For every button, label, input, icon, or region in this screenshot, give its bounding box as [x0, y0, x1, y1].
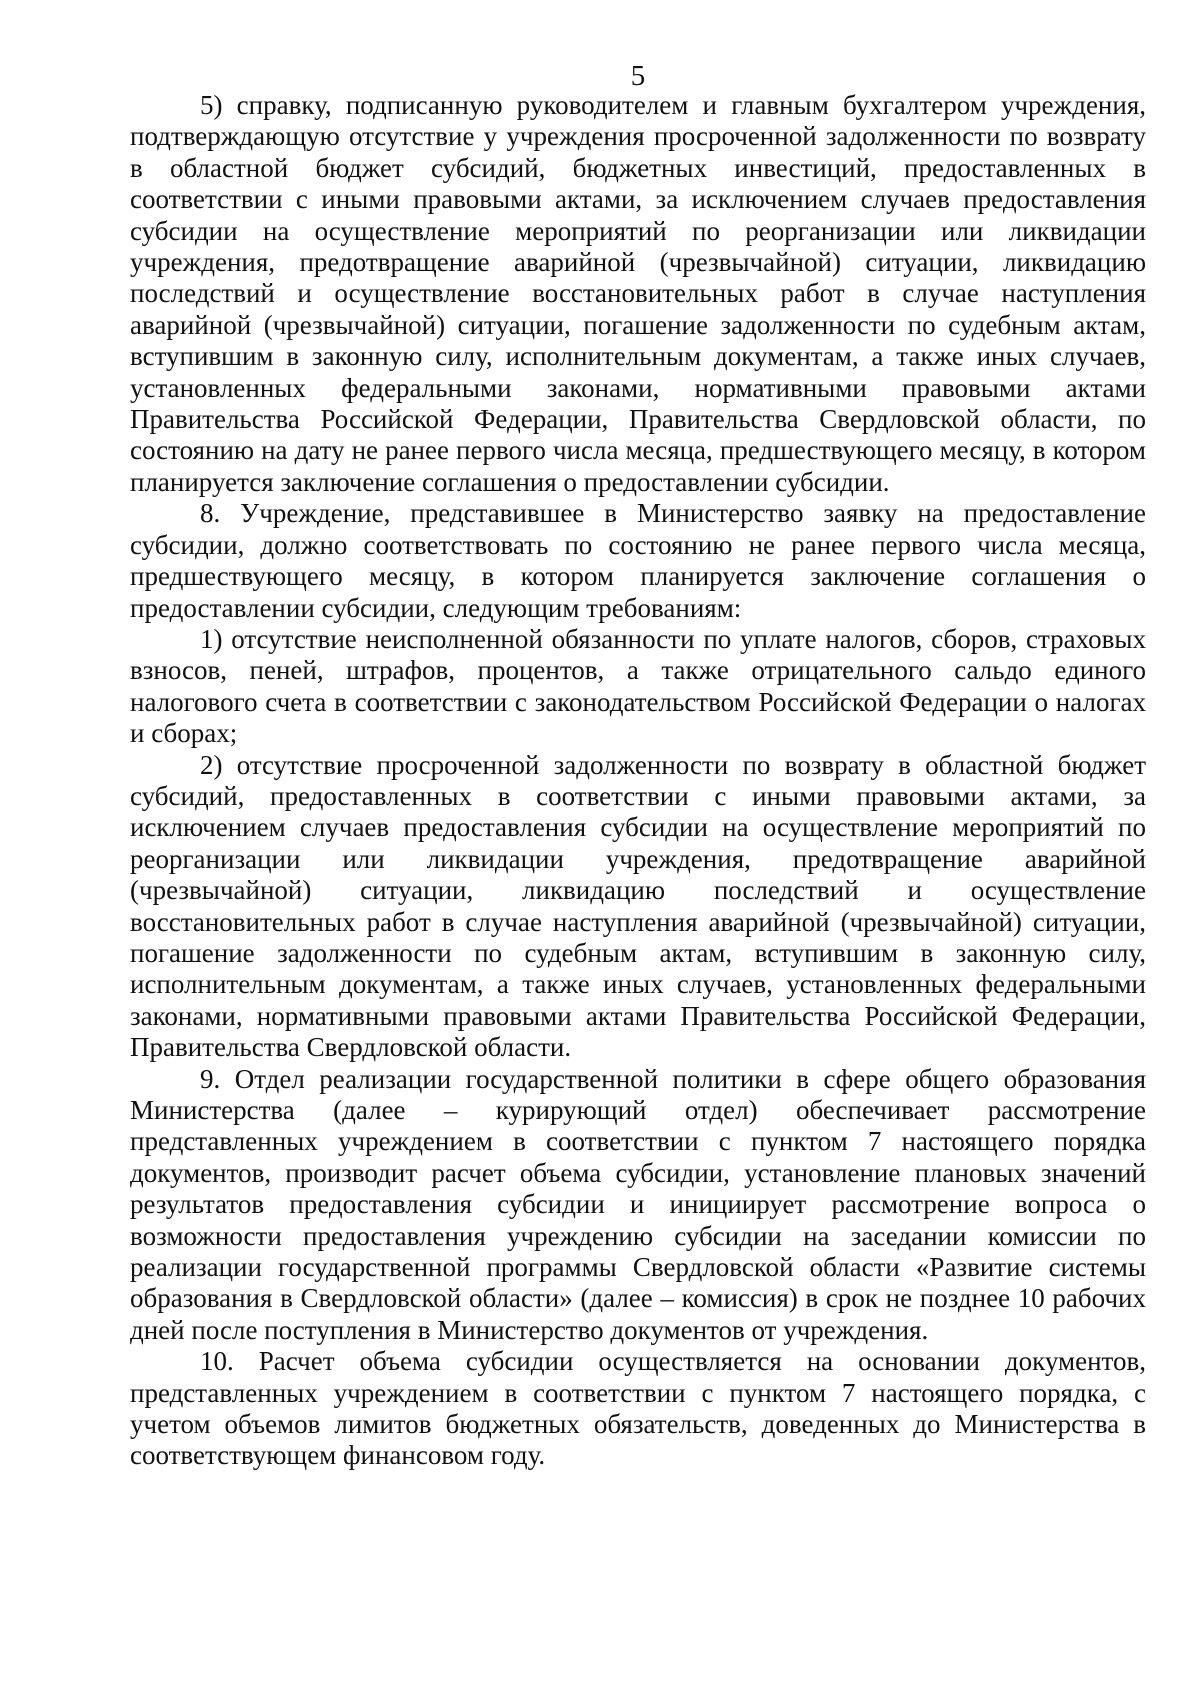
paragraph-clause-8: 8. Учреждение, представившее в Министерство заявку на предоставление субсидии, должно соответствовать по состоянию не ранее первого числа месяца, предшествующего месяцу, в котором планируется заключение соглашения о предоставлении субсидии, следующим требованиям: [130, 498, 1146, 623]
paragraph-item-5-certificate: 5) справку, подписанную руководителем и главным бухгалтером учреждения, подтверждающую отсутствие у учреждения просроченной задолженности по возврату в областной бюджет субсидий, бюджетных инвестиций, предоставленных в соответствии с иными правовыми актами, за исключением случаев предоставления субсидии на осуществление мероприятий по реорганизации или ликвидации учреждения, предотвращение аварийной (чрезвычайной) ситуации, ликвидацию последствий и осуществление восстановительных работ в случае наступления аварийной (чрезвычайной) ситуации, погашение задолженности по судебным актам, вступившим в законную силу, исполнительным документам, а также иных случаев, установленных федеральными законами, нормативными правовыми актами Правительства Российской Федерации, Правительства Свердловской области, по состоянию на дату не ранее первого числа месяца, предшествующего месяцу, в котором планируется заключение соглашения о предоставлении субсидии. [130, 90, 1146, 497]
page-number: 5 [630, 60, 646, 92]
document-page [130, 58, 1146, 1472]
paragraph-clause-9: 9. Отдел реализации государственной политики в сфере общего образования Министерства (далее – курирующий отдел) обеспечивает рассмотрение представленных учреждением в соответствии с пунктом 7 настоящего порядка документов, производит расчет объема субсидии, установление плановых значений результатов предоставления субсидии и инициирует рассмотрение вопроса о возможности предоставления учреждению субсидии на заседании комиссии по реализации государственной программы Свердловской области «Развитие системы образования в Свердловской области» (далее – комиссия) в срок не позднее 10 рабочих дней после поступления в Министерство документов от учреждения. [130, 1063, 1146, 1345]
paragraph-clause-10: 10. Расчет объема субсидии осуществляется на основании документов, представленных учреждением в соответствии с пунктом 7 настоящего порядка, с учетом объемов лимитов бюджетных обязательств, доведенных до Министерства в соответствующем финансовом году. [130, 1346, 1146, 1471]
paragraph-item-1-no-tax-debt: 1) отсутствие неисполненной обязанности по уплате налогов, сборов, страховых взносов, пеней, штрафов, процентов, а также отрицательного сальдо единого налогового счета в соответствии с законодательством Российской Федерации о налогах и сборах; [130, 623, 1146, 749]
paragraph-item-2-no-overdue-debt: 2) отсутствие просроченной задолженности по возврату в областной бюджет субсидий, предоставленных в соответствии с иными правовыми актами, за исключением случаев предоставления субсидии на осуществление мероприятий по реорганизации или ликвидации учреждения, предотвращение аварийной (чрезвычайной) ситуации, ликвидацию последствий и осуществление восстановительных работ в случае наступления аварийной (чрезвычайной) ситуации, погашение задолженности по судебным актам, вступившим в законную силу, исполнительным документам, а также иных случаев, установленных федеральными законами, нормативными правовыми актами Правительства Российской Федерации, Правительства Свердловской области. [130, 749, 1146, 1063]
